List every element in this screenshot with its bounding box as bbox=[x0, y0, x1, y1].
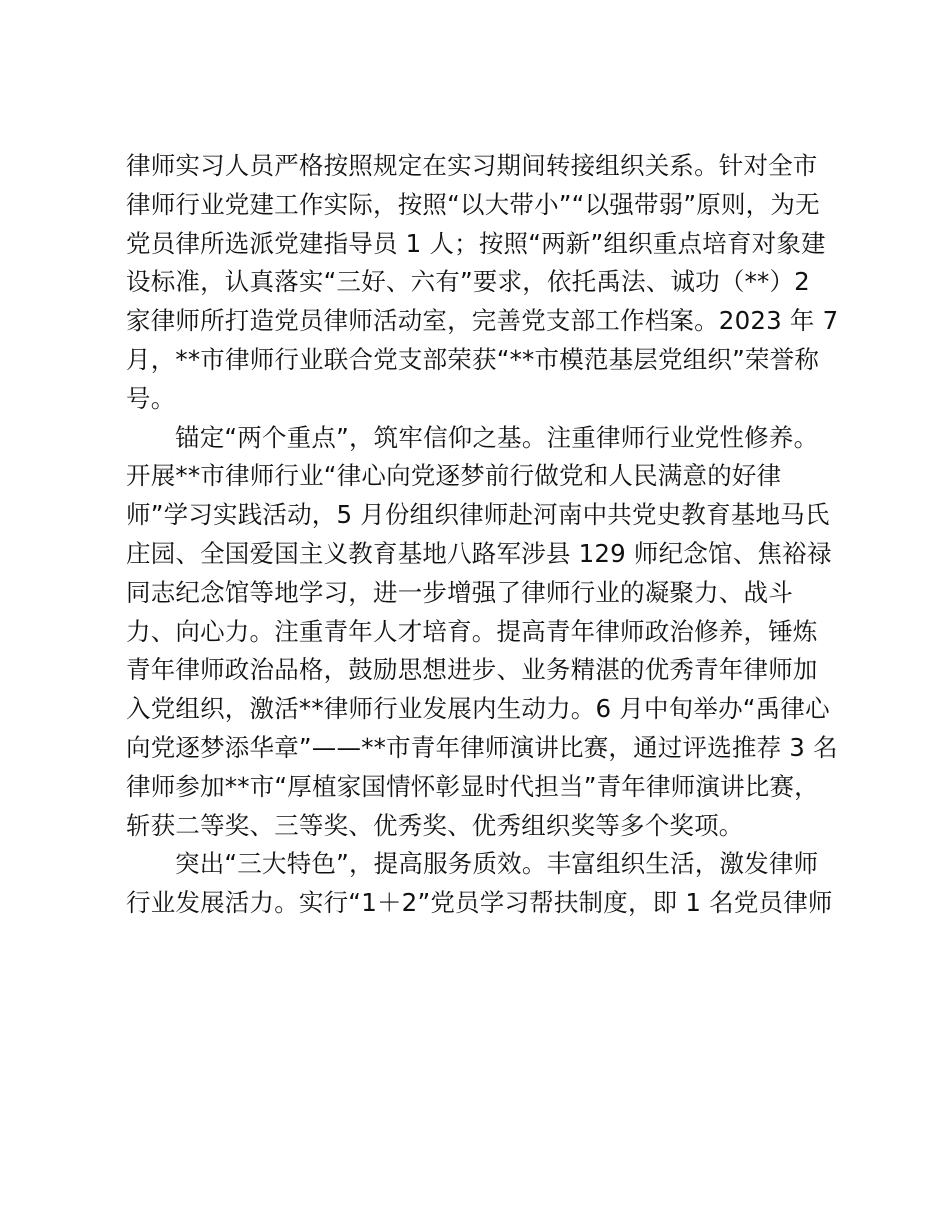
document-body bbox=[126, 147, 839, 923]
text-line: 开展**市律师行业“律心向党逐梦前行做党和人民满意的好律 bbox=[126, 461, 782, 491]
text-line: 青年律师政治品格，鼓励思想进步、业务精湛的优秀青年律师加 bbox=[126, 655, 818, 685]
text-line: 庄园、全国爱国主义教育基地八路军涉县 129 师纪念馆、焦裕禄 bbox=[126, 538, 832, 568]
text-line: 力、向心力。注重青年人才培育。提高青年律师政治修养，锤炼 bbox=[126, 616, 818, 646]
text-line: 律师行业党建工作实际，按照“以大带小”“以强带弱”原则，为无 bbox=[126, 189, 820, 219]
text-line: 月，**市律师行业联合党支部荣获“**市模范基层党组织”荣誉称 bbox=[126, 344, 820, 374]
text-line: 党员律所选派党建指导员 1 人；按照“两新”组织重点培育对象建 bbox=[126, 228, 826, 258]
text-line: 家律师所打造党员律师活动室，完善党支部工作档案。2023 年 7 bbox=[126, 306, 839, 336]
paragraph-start-line: 锚定“两个重点”，筑牢信仰之基。注重律师行业党性修养。 bbox=[175, 422, 819, 452]
text-line: 号。 bbox=[126, 383, 176, 413]
text-line: 律师参加**市“厚植家国情怀彰显时代担当”青年律师演讲比赛， bbox=[126, 771, 819, 801]
text-line: 律师实习人员严格按照规定在实习期间转接组织关系。针对全市 bbox=[126, 151, 818, 180]
text-line: 向党逐梦添华章”——**市青年律师演讲比赛，通过评选推荐 3 名 bbox=[126, 732, 838, 762]
text-line: 设标准，认真落实“三好、六有”要求，依托禹法、诚功（**）2 bbox=[126, 267, 810, 297]
text-line: 同志纪念馆等地学习，进一步增强了律师行业的凝聚力、战斗 bbox=[126, 577, 793, 607]
text-line: 斩获二等奖、三等奖、优秀奖、优秀组织奖等多个奖项。 bbox=[126, 810, 744, 840]
text-line: 师”学习实践活动，5 月份组织律师赴河南中共党史教育基地马氏 bbox=[126, 500, 830, 530]
text-line: 行业发展活力。实行“1＋2”党员学习帮扶制度，即 1 名党员律师 bbox=[126, 888, 833, 918]
paragraph-start-line: 突出“三大特色”，提高服务质效。丰富组织生活，激发律师 bbox=[175, 849, 819, 879]
text-line: 入党组织，激活**律师行业发展内生动力。6 月中旬举办“禹律心 bbox=[126, 694, 830, 724]
